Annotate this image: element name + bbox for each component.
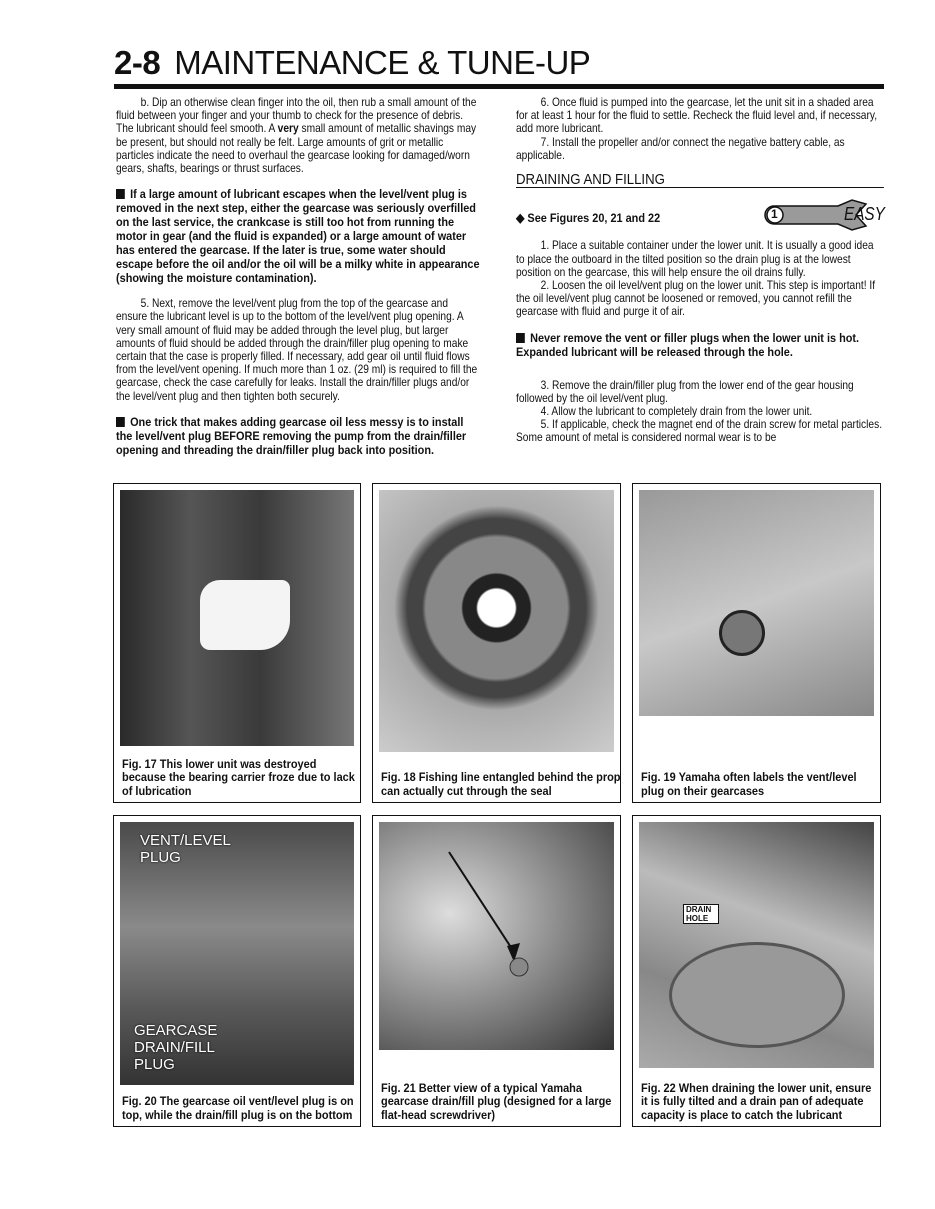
section-title: DRAINING AND FILLING — [516, 173, 884, 188]
emphasis: very — [277, 122, 299, 136]
figure-caption: Fig. 19 Yamaha often labels the vent/level plug on their gearcases — [641, 770, 857, 798]
photo-label-drain-hole: DRAIN HOLE — [683, 904, 719, 924]
figure-caption: Fig. 20 The gearcase oil vent/level plug is on top, while the drain/fill plug is on the bottom — [122, 1094, 354, 1122]
right-column — [516, 96, 884, 445]
header-rule — [114, 84, 884, 89]
photo-destroyed-lower-unit — [120, 490, 354, 746]
photo-label-drain-fill: GEARCASE DRAIN/FILL PLUG — [134, 1022, 218, 1073]
figure-caption: Fig. 18 Fishing line entangled behind the prop can actually cut through the seal — [381, 770, 621, 798]
page-header — [114, 44, 590, 82]
step-4: 4. Allow the lubricant to completely drain from the lower unit. — [540, 405, 813, 419]
square-bullet-icon — [116, 189, 125, 199]
photo-yamaha-level-plug — [639, 490, 874, 716]
figure-caption: Fig. 21 Better view of a typical Yamaha gearcase drain/fill plug (designed for a large flat-head screwdriver) — [381, 1080, 612, 1122]
left-column — [116, 96, 480, 469]
step-3: 3. Remove the drain/filler plug from the lower end of the gear housing followed by the oil level/vent plug. — [516, 378, 854, 405]
note-trick — [116, 415, 480, 457]
step-5-right: 5. If applicable, check the magnet end of the drain screw for metal particles. Some amount of metal is considered normal wear is to be — [516, 418, 883, 445]
note-text: Never remove the vent or filler plugs when the lower unit is hot. Expanded lubricant will be released through the hole. — [516, 330, 860, 359]
note-text: If a large amount of lubricant escapes when the level/vent plug is removed in the next step, either the gearcase was seriously overfilled on the last service, the crankcase is still too hot from running the motor in gear (and the fluid is expanded) or a large amount of water has entered the gearcase. If the later is true, some water should escape before the oil and/or the oil will be a milky white in appearance (showing the moisture contamination). — [116, 187, 480, 286]
figure-18 — [372, 483, 621, 803]
photo-gearcase-plugs — [120, 822, 354, 1085]
text: small amount of metallic shavings may be present, but should not really be felt. Large amounts of grit or metallic particles indicate the need to overhaul the gearcase looking for damaged/worn gears, shafts, bearings or thrust surfaces. — [116, 122, 477, 176]
square-bullet-icon — [116, 417, 125, 427]
step-6: 6. Once fluid is pumped into the gearcase, let the unit sit in a shaded area for at least 1 hour for the fluid to settle. Recheck the fluid level and, if necessary, add more lubricant. — [516, 96, 878, 136]
see-figures-text: See Figures 20, 21 and 22 — [527, 211, 661, 226]
text: b. Dip an otherwise clean finger into the oil, then rub a small amount of the fluid between your finger and your thumb to check for the presence of debris. The lubricant should feel smooth. A — [116, 96, 477, 136]
square-bullet-icon — [516, 333, 525, 343]
figure-22 — [632, 815, 881, 1127]
step-2: 2. Loosen the oil level/vent plug on the lower unit. This step is important! If the oil level/vent plug cannot be loosened or removed, you cannot refill the gearcase with fluid and purge it of air. — [516, 279, 876, 319]
note-text: One trick that makes adding gearcase oil less messy is to install the level/vent plug BEFORE removing the pump from the drain/filler opening and threading the drain/filler plug back into position. — [116, 414, 467, 457]
page-number: 2-8 — [114, 44, 161, 81]
diamond-bullet-icon: ◆ — [516, 211, 528, 226]
note-overfill — [116, 187, 480, 285]
photo-drain-fill-plug — [379, 822, 614, 1050]
photo-fishing-line-prop — [379, 490, 614, 752]
photo-draining-lower-unit — [639, 822, 874, 1068]
figure-caption: Fig. 17 This lower unit was destroyed because the bearing carrier froze due to lack of lubrication — [122, 756, 355, 798]
chapter-title: MAINTENANCE & TUNE-UP — [174, 44, 591, 81]
difficulty-number: 1 — [771, 207, 778, 221]
figure-caption: Fig. 22 When draining the lower unit, ensure it is fully tilted and a drain pan of adequate capacity is place to catch the lubricant — [641, 1080, 872, 1122]
figure-21 — [372, 815, 621, 1127]
difficulty-wrench-badge — [760, 198, 885, 232]
photo-label-vent-level: VENT/LEVEL PLUG — [140, 832, 231, 866]
note-hot — [516, 331, 884, 359]
step-7: 7. Install the propeller and/or connect the negative battery cable, as applicable. — [516, 135, 845, 162]
difficulty-label: EASY — [844, 204, 885, 224]
step-1: 1. Place a suitable container under the lower unit. It is usually a good idea to place the outboard in the tilted position so the drain plug is at the lowest position on the gearcase, this will help ensure the oil drains fully. — [516, 239, 874, 279]
figure-20 — [113, 815, 361, 1127]
paragraph-b — [116, 96, 480, 175]
figure-17 — [113, 483, 361, 803]
step-5: 5. Next, remove the level/vent plug from the top of the gearcase and ensure the lubricant level is up to the bottom of the level/vent plug opening. A very small amount of fluid may be added through the level plug, but larger amounts of fluid should be added through the drain/filler plug opening to make certain that the case is properly filled. If necessary, add gear oil until fluid flows from the level/vent opening. If much more than 1 oz. (29 ml) is required to fill the gearcase, check the case carefully for leaks. Install the drain/filler plugs and/or the level/vent plug and then tighten both securely. — [116, 297, 478, 403]
figure-19 — [632, 483, 881, 803]
